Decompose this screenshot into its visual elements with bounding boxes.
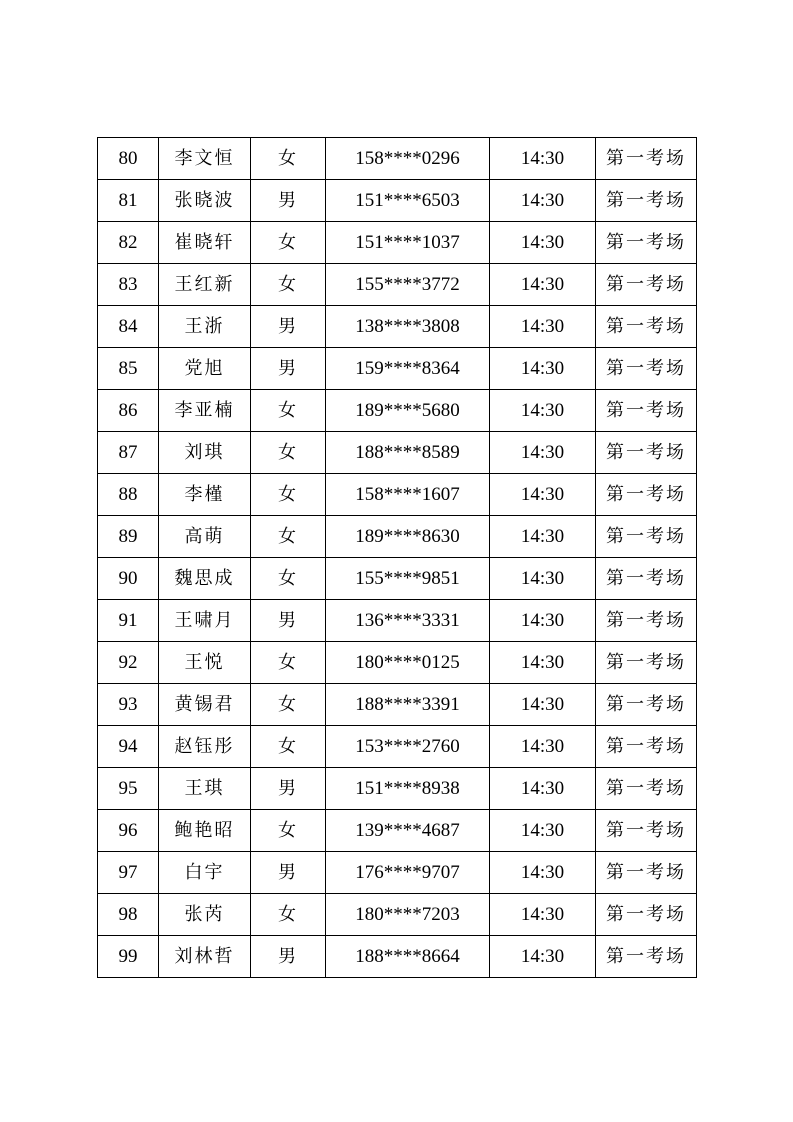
cell-phone: 188****3391 [326, 684, 490, 726]
cell-name: 李文恒 [159, 138, 251, 180]
cell-exam-room: 第一考场 [596, 852, 697, 894]
cell-phone: 176****9707 [326, 852, 490, 894]
cell-time: 14:30 [490, 894, 596, 936]
cell-number: 82 [98, 222, 159, 264]
cell-name: 党旭 [159, 348, 251, 390]
roster-table [97, 137, 697, 978]
cell-gender: 女 [251, 222, 326, 264]
cell-exam-room: 第一考场 [596, 894, 697, 936]
cell-number: 92 [98, 642, 159, 684]
cell-time: 14:30 [490, 810, 596, 852]
cell-phone: 188****8664 [326, 936, 490, 978]
cell-gender: 女 [251, 642, 326, 684]
table-row [98, 306, 697, 348]
cell-name: 张晓波 [159, 180, 251, 222]
cell-number: 88 [98, 474, 159, 516]
cell-exam-room: 第一考场 [596, 390, 697, 432]
cell-name: 王红新 [159, 264, 251, 306]
cell-time: 14:30 [490, 138, 596, 180]
cell-gender: 男 [251, 180, 326, 222]
cell-phone: 159****8364 [326, 348, 490, 390]
cell-name: 高萌 [159, 516, 251, 558]
cell-phone: 155****3772 [326, 264, 490, 306]
cell-name: 王浙 [159, 306, 251, 348]
cell-phone: 138****3808 [326, 306, 490, 348]
cell-name: 鲍艳昭 [159, 810, 251, 852]
cell-number: 85 [98, 348, 159, 390]
cell-exam-room: 第一考场 [596, 264, 697, 306]
cell-number: 87 [98, 432, 159, 474]
cell-phone: 180****0125 [326, 642, 490, 684]
cell-name: 王琪 [159, 768, 251, 810]
cell-exam-room: 第一考场 [596, 810, 697, 852]
cell-exam-room: 第一考场 [596, 936, 697, 978]
table-row [98, 180, 697, 222]
cell-exam-room: 第一考场 [596, 474, 697, 516]
table-row [98, 684, 697, 726]
cell-gender: 男 [251, 348, 326, 390]
cell-gender: 女 [251, 516, 326, 558]
cell-gender: 男 [251, 768, 326, 810]
table-row [98, 936, 697, 978]
cell-name: 白宇 [159, 852, 251, 894]
cell-name: 王悦 [159, 642, 251, 684]
cell-phone: 158****1607 [326, 474, 490, 516]
cell-exam-room: 第一考场 [596, 600, 697, 642]
cell-time: 14:30 [490, 222, 596, 264]
cell-time: 14:30 [490, 516, 596, 558]
cell-exam-room: 第一考场 [596, 516, 697, 558]
cell-name: 刘琪 [159, 432, 251, 474]
cell-phone: 189****8630 [326, 516, 490, 558]
cell-gender: 女 [251, 894, 326, 936]
cell-exam-room: 第一考场 [596, 684, 697, 726]
table-row [98, 222, 697, 264]
cell-gender: 女 [251, 810, 326, 852]
cell-number: 84 [98, 306, 159, 348]
cell-phone: 136****3331 [326, 600, 490, 642]
table-row [98, 600, 697, 642]
cell-time: 14:30 [490, 684, 596, 726]
cell-gender: 男 [251, 852, 326, 894]
cell-number: 81 [98, 180, 159, 222]
cell-number: 83 [98, 264, 159, 306]
cell-gender: 女 [251, 264, 326, 306]
cell-time: 14:30 [490, 432, 596, 474]
cell-time: 14:30 [490, 348, 596, 390]
cell-exam-room: 第一考场 [596, 768, 697, 810]
cell-exam-room: 第一考场 [596, 138, 697, 180]
cell-time: 14:30 [490, 264, 596, 306]
cell-time: 14:30 [490, 600, 596, 642]
cell-name: 刘林哲 [159, 936, 251, 978]
table-row [98, 138, 697, 180]
cell-exam-room: 第一考场 [596, 558, 697, 600]
cell-number: 80 [98, 138, 159, 180]
cell-exam-room: 第一考场 [596, 180, 697, 222]
cell-gender: 女 [251, 138, 326, 180]
table-row [98, 852, 697, 894]
cell-time: 14:30 [490, 768, 596, 810]
cell-phone: 189****5680 [326, 390, 490, 432]
cell-gender: 女 [251, 390, 326, 432]
cell-name: 崔晓轩 [159, 222, 251, 264]
cell-gender: 女 [251, 726, 326, 768]
table-row [98, 264, 697, 306]
cell-number: 94 [98, 726, 159, 768]
table-row [98, 894, 697, 936]
cell-number: 95 [98, 768, 159, 810]
cell-name: 王啸月 [159, 600, 251, 642]
cell-phone: 151****1037 [326, 222, 490, 264]
cell-time: 14:30 [490, 852, 596, 894]
cell-time: 14:30 [490, 642, 596, 684]
cell-number: 96 [98, 810, 159, 852]
cell-time: 14:30 [490, 390, 596, 432]
table-row [98, 558, 697, 600]
cell-time: 14:30 [490, 180, 596, 222]
cell-phone: 153****2760 [326, 726, 490, 768]
table-row [98, 390, 697, 432]
table-row [98, 726, 697, 768]
cell-exam-room: 第一考场 [596, 306, 697, 348]
table-row [98, 642, 697, 684]
cell-time: 14:30 [490, 306, 596, 348]
table-row [98, 348, 697, 390]
cell-phone: 180****7203 [326, 894, 490, 936]
cell-gender: 男 [251, 936, 326, 978]
cell-exam-room: 第一考场 [596, 348, 697, 390]
cell-gender: 女 [251, 432, 326, 474]
table-row [98, 432, 697, 474]
cell-exam-room: 第一考场 [596, 726, 697, 768]
cell-number: 89 [98, 516, 159, 558]
cell-gender: 男 [251, 306, 326, 348]
cell-name: 黄锡君 [159, 684, 251, 726]
cell-exam-room: 第一考场 [596, 432, 697, 474]
cell-gender: 女 [251, 474, 326, 516]
cell-gender: 女 [251, 558, 326, 600]
cell-name: 魏思成 [159, 558, 251, 600]
table-row [98, 810, 697, 852]
cell-number: 97 [98, 852, 159, 894]
cell-time: 14:30 [490, 558, 596, 600]
table-row [98, 516, 697, 558]
cell-phone: 158****0296 [326, 138, 490, 180]
cell-gender: 男 [251, 600, 326, 642]
cell-phone: 188****8589 [326, 432, 490, 474]
cell-number: 98 [98, 894, 159, 936]
cell-number: 91 [98, 600, 159, 642]
cell-time: 14:30 [490, 726, 596, 768]
cell-number: 93 [98, 684, 159, 726]
cell-time: 14:30 [490, 936, 596, 978]
cell-phone: 155****9851 [326, 558, 490, 600]
cell-time: 14:30 [490, 474, 596, 516]
cell-phone: 151****6503 [326, 180, 490, 222]
roster-body [98, 138, 697, 978]
cell-name: 张芮 [159, 894, 251, 936]
table-row [98, 474, 697, 516]
table-row [98, 768, 697, 810]
cell-exam-room: 第一考场 [596, 222, 697, 264]
cell-phone: 151****8938 [326, 768, 490, 810]
cell-number: 86 [98, 390, 159, 432]
cell-gender: 女 [251, 684, 326, 726]
cell-phone: 139****4687 [326, 810, 490, 852]
cell-number: 90 [98, 558, 159, 600]
cell-name: 李亚楠 [159, 390, 251, 432]
cell-name: 赵钰彤 [159, 726, 251, 768]
cell-exam-room: 第一考场 [596, 642, 697, 684]
cell-name: 李槿 [159, 474, 251, 516]
cell-number: 99 [98, 936, 159, 978]
